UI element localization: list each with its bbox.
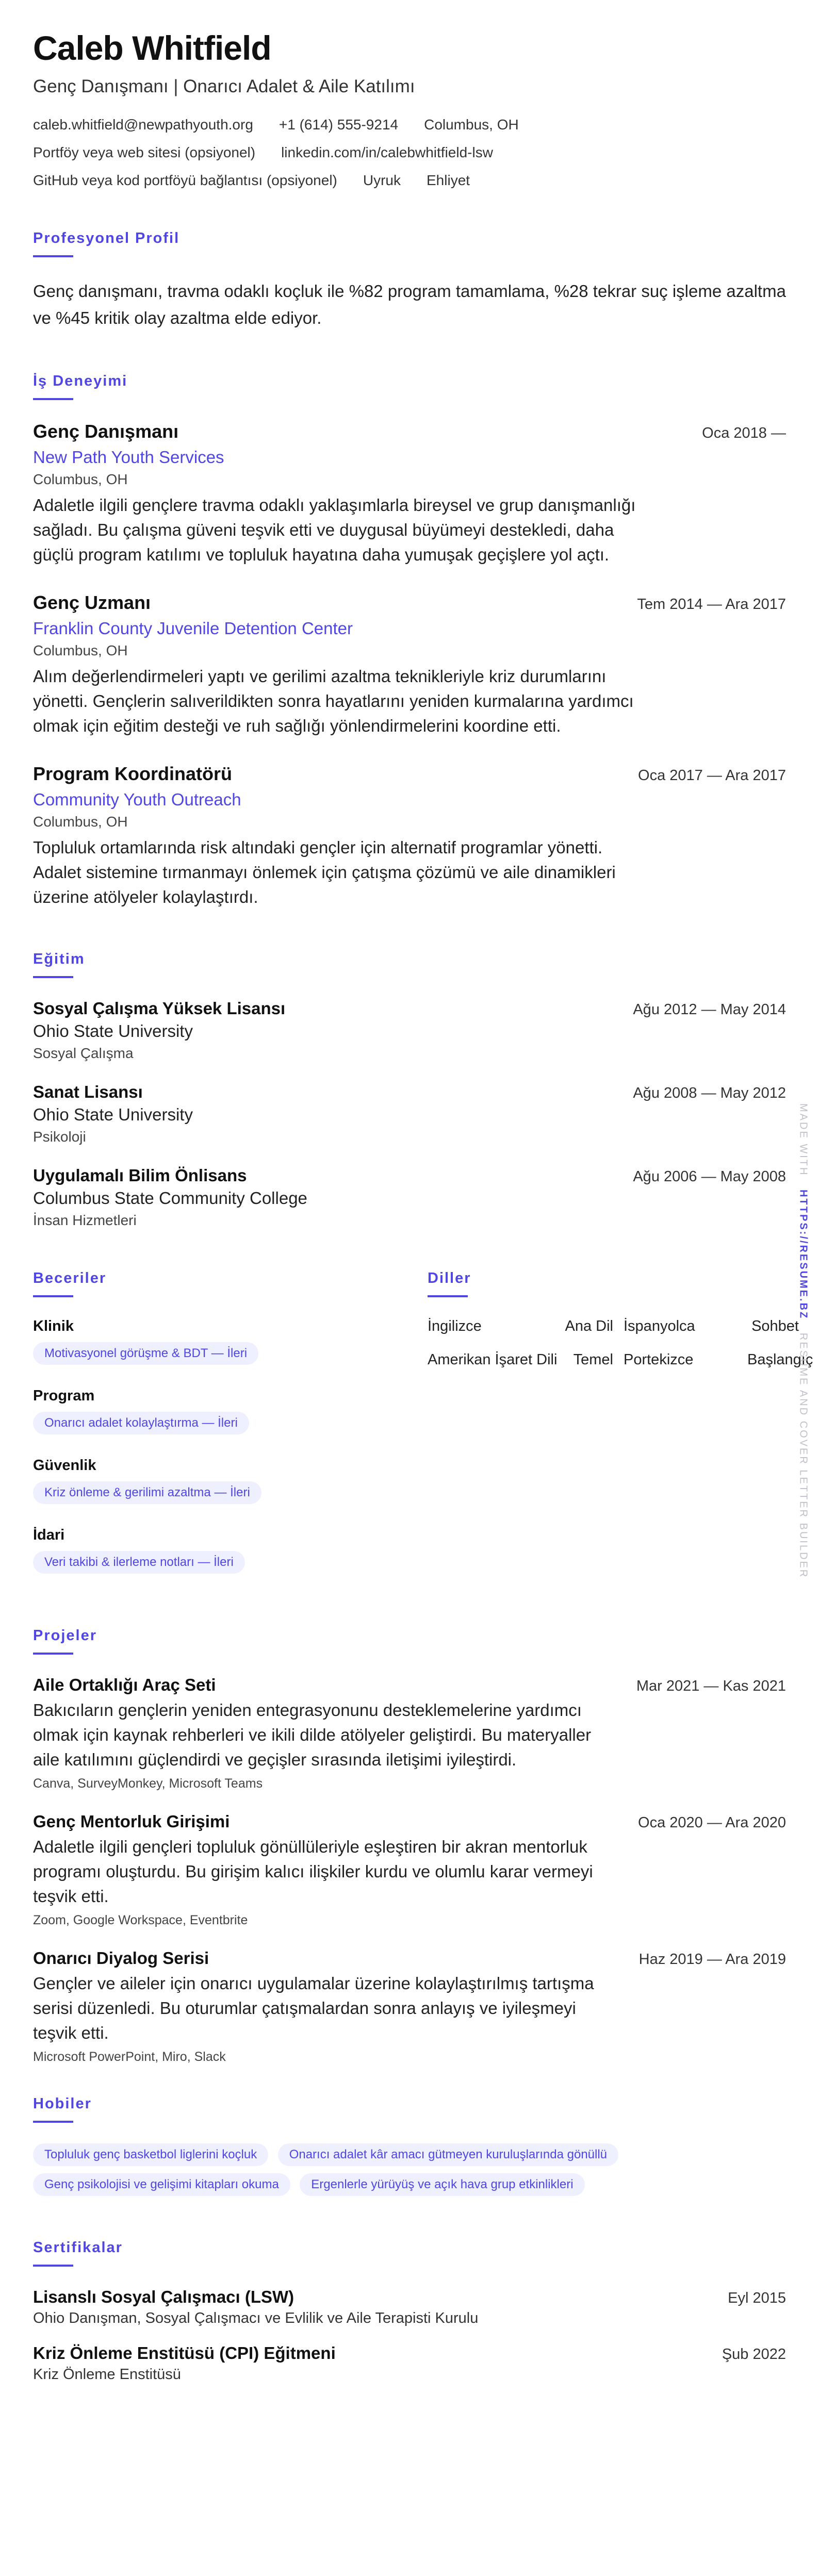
education-section	[33, 951, 786, 1229]
education-date: Ağu 2012 — May 2014	[633, 1001, 786, 1018]
education-school: Columbus State Community College	[33, 1188, 307, 1208]
skill-category: Program	[33, 1388, 95, 1404]
section-title-certificates: Sertifikalar	[33, 2239, 123, 2256]
language-level: Ana Dil	[565, 1318, 613, 1334]
section-rule	[33, 398, 73, 400]
language-level: Başlangıç	[747, 1351, 813, 1368]
project-entry	[33, 1812, 786, 1928]
job-title: Genç Uzmanı	[33, 592, 151, 613]
education-date: Ağu 2008 — May 2012	[633, 1085, 786, 1101]
job-description: Alım değerlendirmeleri yaptı ve gerilimi azaltma teknikleriyle kriz durumlarını yönetti. Gençlerin salıverildikten sonra hayatlarını yeniden kurmalarına yardımcı olmak için eğitim desteği ve ruh sağlığı yönlendirmelerini koordine etti.	[33, 667, 634, 735]
education-entry	[33, 1166, 786, 1229]
project-date: Haz 2019 — Ara 2019	[638, 1951, 786, 1968]
project-entry	[33, 1948, 786, 2065]
contact-license: Ehliyet	[427, 172, 470, 188]
certificates-section	[33, 2239, 786, 2383]
skill-pill: Motivasyonel görüşme & BDT — İleri	[33, 1342, 258, 1365]
project-entry	[33, 1675, 786, 1791]
hobby-pill: Onarıcı adalet kâr amacı gütmeyen kuruluşlarında gönüllü	[278, 2143, 618, 2166]
job-description: Adaletle ilgili gençlere travma odaklı yaklaşımlarla bireysel ve grup danışmanlığı sağladı. Bu çalışma güveni teşvik etti ve duygusal büyümeyi destekledi, daha güçlü program katılımı ve topluluk hayatına daha yumuşak geçişlere yol açtı.	[33, 496, 636, 564]
section-title-experience: İş Deneyimi	[33, 373, 128, 389]
language-level: Sohbet	[751, 1318, 799, 1334]
contact-nationality: Uyruk	[363, 172, 401, 188]
project-description: Bakıcıların gençlerin yeniden entegrasyonunu desteklemelerine yardımcı olmak için kaynak rehberleri ve ikili dilde atölyeler geliştirdi. Bu materyaller aile katılımını güçlendirdi ve geçişler sırasında iletişimi iyileştirdi.	[33, 1700, 592, 1769]
education-degree: Uygulamalı Bilim Önlisans	[33, 1166, 247, 1185]
job-location: Columbus, OH	[33, 471, 128, 487]
education-school: Ohio State University	[33, 1021, 193, 1041]
job-description: Topluluk ortamlarında risk altındaki gençler için alternatif programlar yönetti. Adalet sistemine tırmanmayı önlemek için çatışma çözümü ve aile dinamikleri üzerine atölyeler kolaylaştırdı.	[33, 838, 616, 906]
certificate-date: Şub 2022	[722, 2346, 786, 2363]
education-entry	[33, 999, 786, 1062]
job-company: New Path Youth Services	[33, 448, 224, 467]
profile-text: Genç danışmanı, travma odaklı koçluk ile %82 program tamamlama, %28 tekrar suç işleme azaltma ve %45 kritik olay azaltma elde ediyor.	[33, 282, 786, 327]
watermark-prefix: MADE WITH	[797, 1103, 809, 1177]
job-title: Program Koordinatörü	[33, 763, 233, 784]
education-field: Psikoloji	[33, 1129, 86, 1145]
project-date: Mar 2021 — Kas 2021	[636, 1678, 786, 1694]
language-name: İngilizce	[428, 1318, 482, 1334]
job-entry	[33, 421, 786, 567]
section-title-projects: Projeler	[33, 1627, 97, 1644]
skill-pill: Onarıcı adalet kolaylaştırma — İleri	[33, 1412, 249, 1434]
language-name: Portekizce	[624, 1351, 694, 1368]
project-tools: Canva, SurveyMonkey, Microsoft Teams	[33, 1776, 263, 1791]
watermark-suffix: RESUME AND COVER LETTER BUILDER	[797, 1332, 809, 1579]
hobby-pill: Ergenlerle yürüyüş ve açık hava grup etkinlikleri	[300, 2173, 584, 2196]
skill-category: Klinik	[33, 1318, 74, 1334]
skill-group	[33, 1457, 428, 1511]
certificate-org: Kriz Önleme Enstitüsü	[33, 2366, 181, 2383]
skill-group	[33, 1527, 428, 1581]
section-title-education: Eğitim	[33, 951, 85, 967]
contact-email[interactable]: caleb.whitfield@newpathyouth.org	[33, 117, 253, 133]
section-rule	[33, 2121, 73, 2123]
skill-group	[33, 1388, 428, 1442]
certificate-entry	[33, 2287, 786, 2327]
languages-grid	[428, 1318, 813, 1368]
contact-location: Columbus, OH	[424, 117, 519, 133]
job-date: Tem 2014 — Ara 2017	[637, 596, 786, 613]
certificate-org: Ohio Danışman, Sosyal Çalışmacı ve Evlilik ve Aile Terapisti Kurulu	[33, 2310, 479, 2326]
skill-group	[33, 1318, 428, 1372]
job-company: Community Youth Outreach	[33, 790, 241, 809]
certificate-entry	[33, 2343, 786, 2383]
job-location: Columbus, OH	[33, 642, 128, 658]
profile-section	[33, 230, 786, 332]
skill-category: İdari	[33, 1527, 65, 1543]
certificate-title: Lisanslı Sosyal Çalışmacı (LSW)	[33, 2287, 294, 2306]
candidate-name: Caleb Whitfield	[33, 29, 271, 67]
language-name: İspanyolca	[624, 1318, 695, 1334]
section-rule	[33, 2265, 73, 2267]
section-title-languages: Diller	[428, 1270, 471, 1286]
experience-section	[33, 373, 786, 910]
watermark-link[interactable]: HTTPS://RESUME.BZ	[797, 1190, 809, 1320]
certificate-title: Kriz Önleme Enstitüsü (CPI) Eğitmeni	[33, 2343, 336, 2363]
project-date: Oca 2020 — Ara 2020	[638, 1814, 786, 1831]
contact-row-3	[33, 172, 786, 189]
projects-section	[33, 1627, 786, 2065]
education-date: Ağu 2006 — May 2008	[633, 1168, 786, 1185]
job-company: Franklin County Juvenile Detention Center	[33, 619, 353, 638]
project-tools: Zoom, Google Workspace, Eventbrite	[33, 1913, 248, 1927]
language-level: Temel	[573, 1351, 613, 1368]
section-rule	[428, 1295, 468, 1297]
hobbies-section	[33, 2095, 786, 2203]
education-school: Ohio State University	[33, 1105, 193, 1124]
job-entry	[33, 592, 786, 738]
project-title: Onarıcı Diyalog Serisi	[33, 1948, 209, 1968]
education-degree: Sanat Lisansı	[33, 1082, 143, 1101]
section-rule	[33, 1295, 73, 1297]
education-field: Sosyal Çalışma	[33, 1045, 134, 1061]
builder-watermark	[797, 1103, 809, 1578]
section-title-hobbies: Hobiler	[33, 2095, 92, 2112]
project-description: Adaletle ilgili gençleri topluluk gönüllüleriyle eşleştiren bir akran mentorluk programı oluşturdu. Bu girişim kalıcı ilişkiler kurdu ve olumlu karar vermeyi teşvik etti.	[33, 1837, 593, 1906]
skill-category: Güvenlik	[33, 1457, 96, 1474]
section-rule	[33, 976, 73, 978]
skill-pill: Veri takibi & ilerleme notları — İleri	[33, 1551, 245, 1574]
section-title-profile: Profesyonel Profil	[33, 230, 180, 246]
job-location: Columbus, OH	[33, 814, 128, 830]
section-title-skills: Beceriler	[33, 1270, 107, 1286]
job-title: Genç Danışmanı	[33, 421, 179, 442]
contact-phone[interactable]: +1 (614) 555-9214	[279, 117, 399, 133]
skills-section	[33, 1270, 428, 1596]
project-title: Genç Mentorluk Girişimi	[33, 1812, 230, 1831]
education-degree: Sosyal Çalışma Yüksek Lisansı	[33, 999, 286, 1018]
job-entry	[33, 763, 786, 910]
project-description: Gençler ve aileler için onarıcı uygulamalar üzerine kolaylaştırılmış tartışma serisi düzenledi. Bu oturumlar çatışmalardan sonra anlayış ve iyileşmeyi teşvik etti.	[33, 1974, 594, 2042]
hobby-list	[33, 2143, 786, 2203]
certificate-date: Eyl 2015	[728, 2290, 786, 2306]
language-name: Amerikan İşaret Dili	[428, 1351, 558, 1368]
contact-row-2	[33, 144, 786, 161]
education-entry	[33, 1082, 786, 1145]
contact-github[interactable]: GitHub veya kod portföyü bağlantısı (opsiyonel)	[33, 172, 337, 188]
job-date: Oca 2017 — Ara 2017	[638, 767, 786, 784]
contact-linkedin[interactable]: linkedin.com/in/calebwhitfield-lsw	[281, 144, 493, 160]
resume-header	[33, 31, 786, 189]
section-rule	[33, 255, 73, 257]
education-field: İnsan Hizmetleri	[33, 1212, 137, 1228]
skill-pill: Kriz önleme & gerilimi azaltma — İleri	[33, 1481, 261, 1504]
job-date: Oca 2018 —	[702, 425, 786, 441]
project-title: Aile Ortaklığı Araç Seti	[33, 1675, 216, 1694]
hobby-pill: Genç psikolojisi ve gelişimi kitapları okuma	[33, 2173, 290, 2196]
project-tools: Microsoft PowerPoint, Miro, Slack	[33, 2050, 226, 2064]
contact-portfolio[interactable]: Portföy veya web sitesi (opsiyonel)	[33, 144, 256, 160]
candidate-subtitle: Genç Danışmanı | Onarıcı Adalet & Aile Katılımı	[33, 76, 415, 96]
contact-row-1	[33, 117, 786, 133]
hobby-pill: Topluluk genç basketbol liglerini koçluk	[33, 2143, 268, 2166]
section-rule	[33, 1653, 73, 1655]
